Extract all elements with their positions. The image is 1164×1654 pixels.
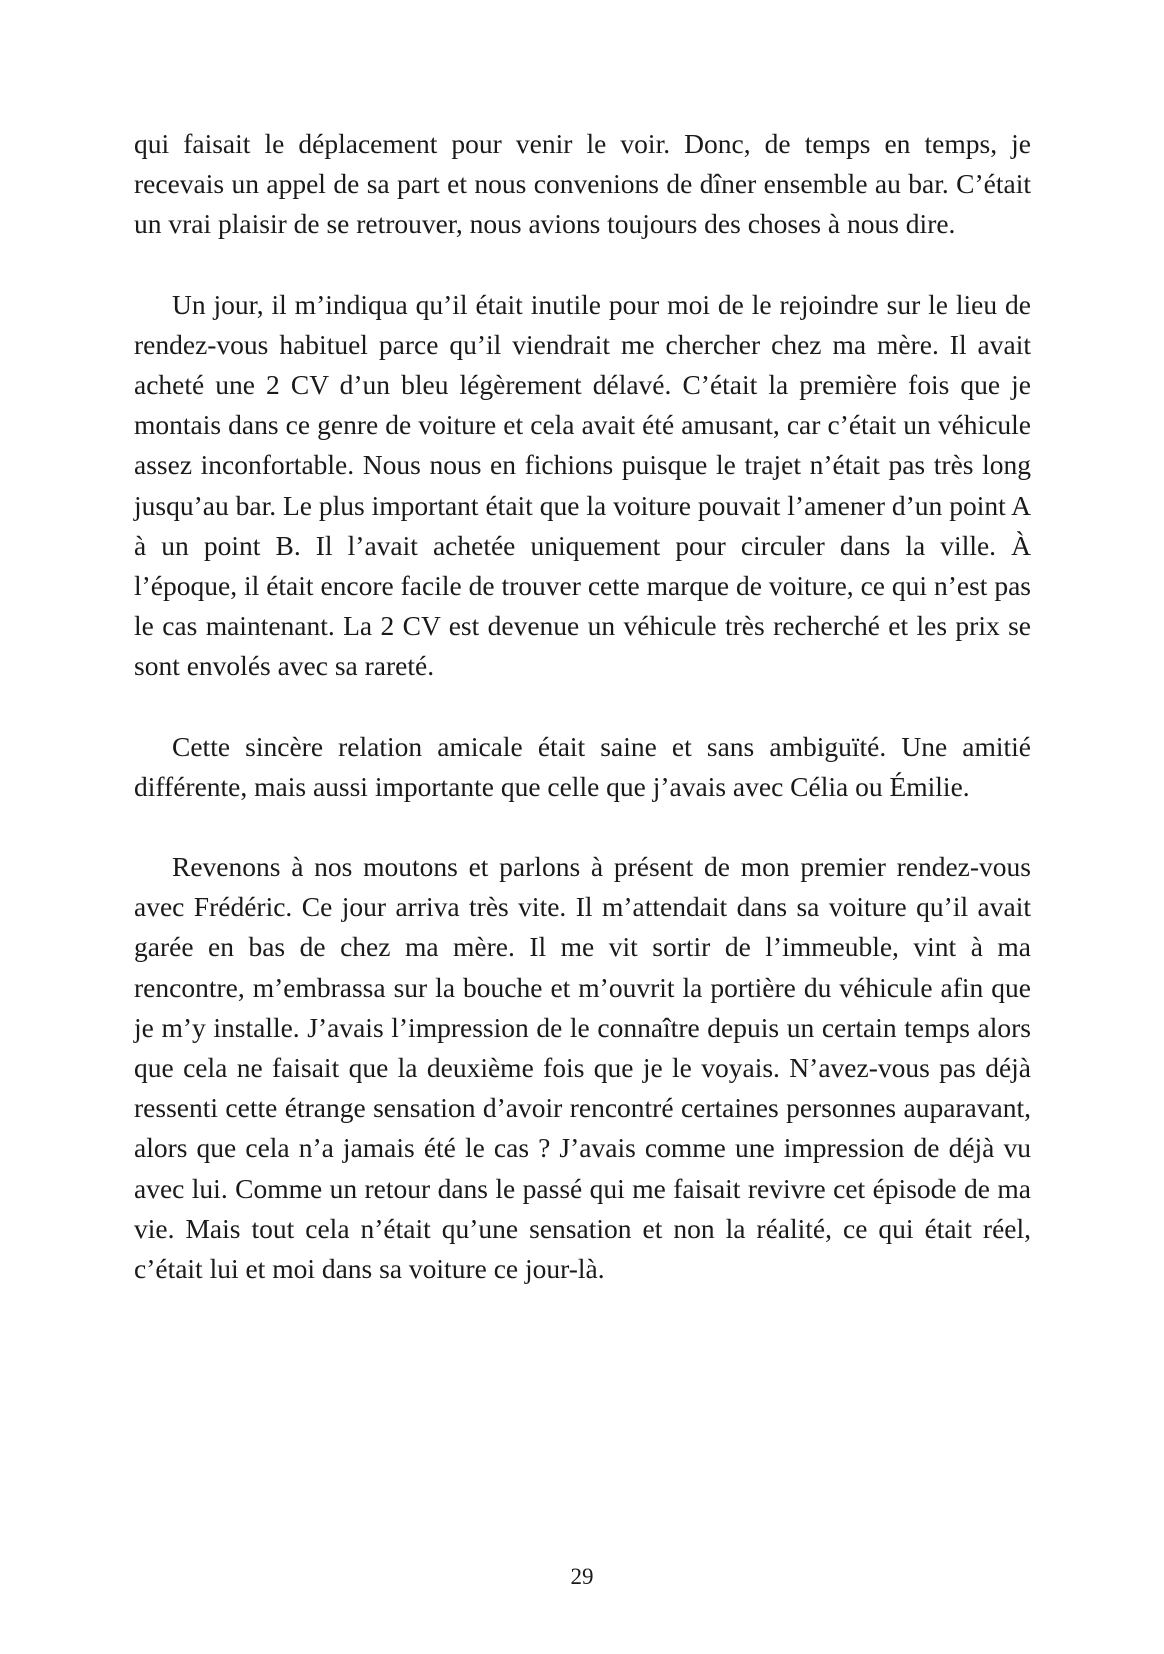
body-text bbox=[134, 124, 1031, 1329]
paragraph-continuation: qui faisait le déplacement pour venir le voir. Donc, de temps en temps, je recevais un appel de sa part et nous convenions de dîner ensemble au bar. C’était un vrai plaisir de se retrouver, nous avions toujours des choses à nous dire. bbox=[134, 128, 1031, 240]
paragraph-2cv: Un jour, il m’indiqua qu’il était inutile pour moi de le rejoindre sur le lieu de rendez-vous habituel parce qu’il viendrait me chercher chez ma mère. Il avait acheté une 2 CV d’un bleu légèrement délavé. C’était la première fois que je montais dans ce genre de voiture et cela avait été amusant, car c’était un véhicule assez inconfortable. Nous nous en fichions puisque le trajet n’était pas très long jusqu’au bar. Le plus important était que la voiture pouvait l’amener d’un point A à un point B. Il l’avait achetée uniquement pour circuler dans la ville. À l’époque, il était encore facile de trouver cette marque de voiture, ce qui n’est pas le cas maintenant. La 2 CV est devenue un véhicule très recherché et les prix se sont envolés avec sa rareté. bbox=[134, 288, 1031, 682]
paragraph-friendship: Cette sincère relation amicale était saine et sans ambiguïté. Une amitié différente, mais aussi importante que celle que j’avais avec Célia ou Émilie. bbox=[134, 730, 1031, 802]
paragraph-first-date: Revenons à nos moutons et parlons à présent de mon premier rendez-vous avec Frédéric. Ce jour arriva très vite. Il m’attendait dans sa voiture qu’il avait garée en bas de chez ma mère. Il me vit sortir de l’immeuble, vint à ma rencontre, m’embrassa sur la bouche et m’ouvrit la portière du véhicule afin que je m’y installe. J’avais l’impression de le connaître depuis un certain temps alors que cela ne faisait que la deuxième fois que je le voyais. N’avez-vous pas déjà ressenti cette étrange sensation d’avoir rencontré certaines personnes auparavant, alors que cela n’a jamais été le cas ? J’avais comme une impression de déjà vu avec lui. Comme un retour dans le passé qui me faisait revivre cet épisode de ma vie. Mais tout cela n’était qu’une sensation et non la réalité, ce qui était réel, c’était lui et moi dans sa voiture ce jour-là. bbox=[134, 851, 1031, 1285]
page-number: 29 bbox=[570, 1564, 594, 1589]
